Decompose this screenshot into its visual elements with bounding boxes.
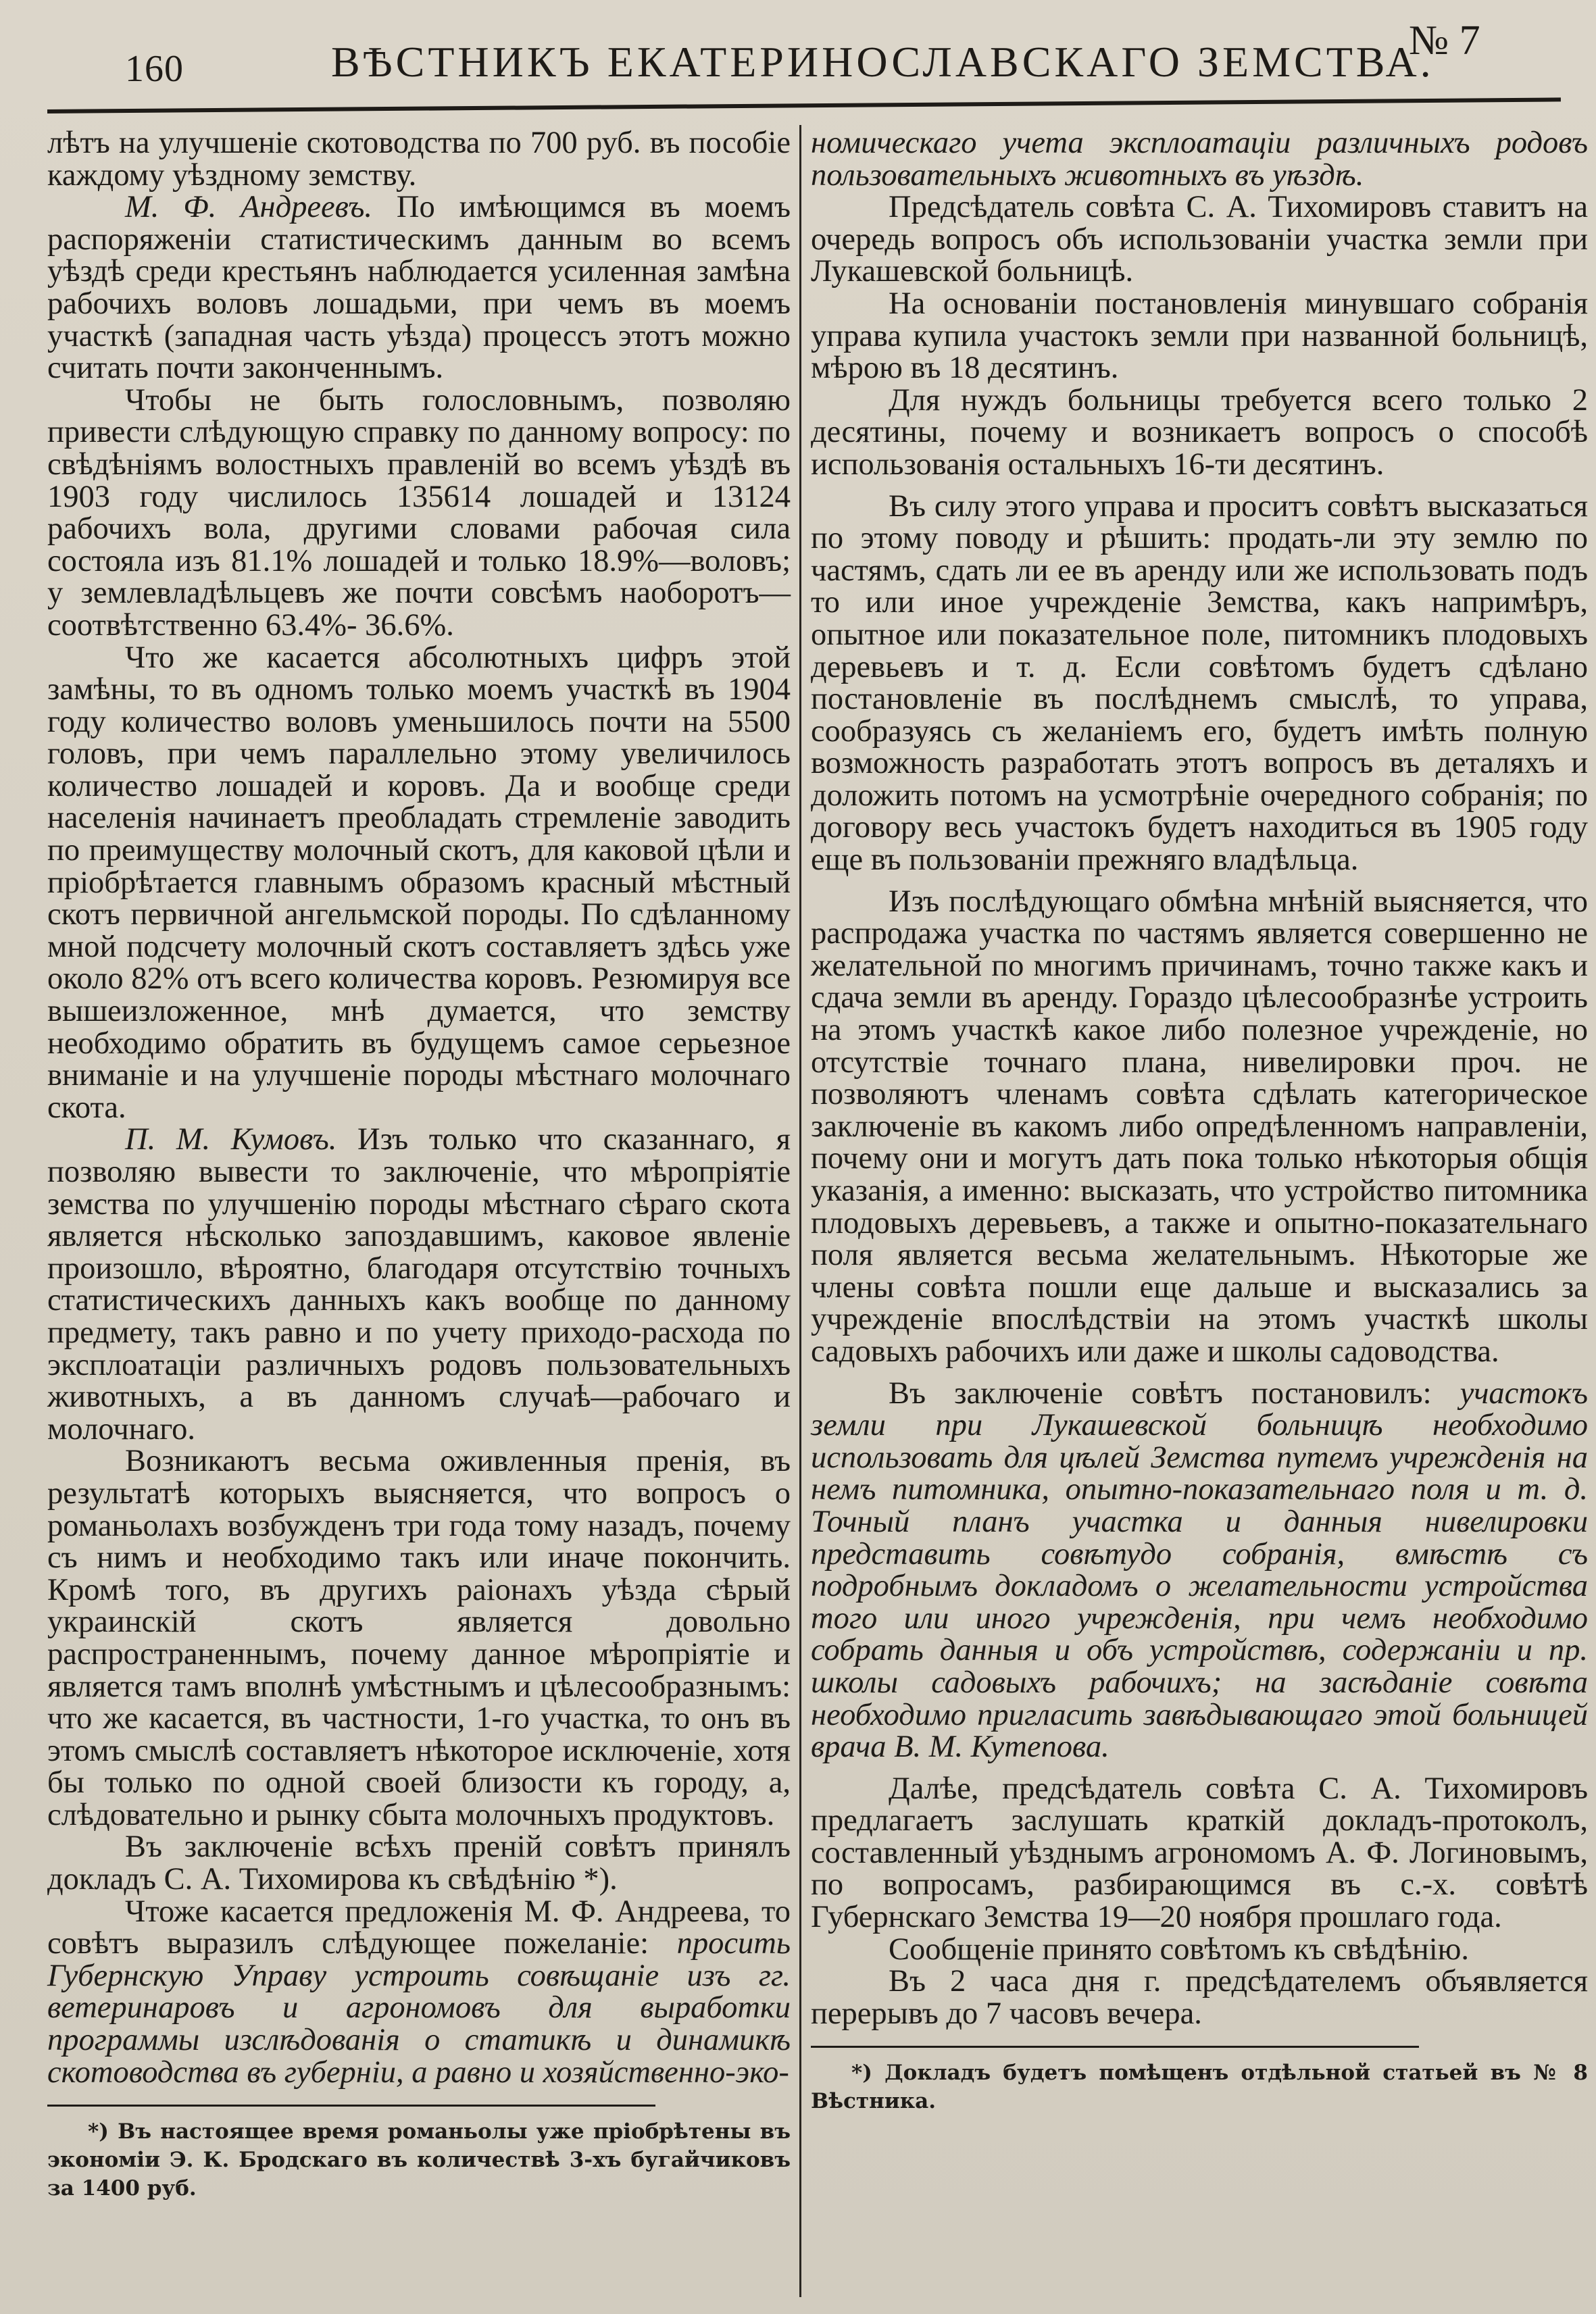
right-column	[811, 127, 1588, 2115]
right-paragraph-4: Для нуждъ больницы требуется всего только 2 десятины, почему и возникаетъ вопросъ о способѣ использованія остальныхъ 16-ти десятинъ.	[811, 382, 1588, 482]
right-paragraph-5: Въ силу этого управа и проситъ совѣтъ высказаться по этому поводу и рѣшить: продать-ли эту землю по частямъ, сдать ли ее въ аренду или же использовать подъ то или иное учрежденіе Земства, какъ напримѣръ, опытное или показательное поле, питомникъ плодовыхъ деревьевъ и т. д. Если совѣтомъ будетъ сдѣлано постановленіе въ послѣднемъ смыслѣ, то управа, сообразуясь съ желаніемъ его, будетъ имѣть полную возможность разработать этотъ вопросъ въ деталяхъ и доложить потомъ на усмотрѣніе очередного собранія; по договору весь участокъ будетъ находиться въ 1905 году еще въ пользованіи прежняго владѣльца.	[811, 488, 1588, 878]
left-column	[47, 127, 791, 2203]
right-paragraph-7	[811, 1378, 1588, 1763]
left-paragraph-5	[47, 1124, 791, 1445]
right-paragraph-1-italic: номическаго учета эксплоатаціи различныхъ родовъ пользовательныхъ животныхъ въ уѣздѣ.	[811, 126, 1588, 193]
column-divider	[799, 125, 801, 2297]
issue-number: № 7	[1409, 18, 1480, 64]
left-paragraph-6: Возникаютъ весьма оживленныя пренія, въ результатѣ которыхъ выясняется, что вопросъ о романьолахъ возбужденъ три года тому назадъ, почему съ нимъ и необходимо такъ или иначе покончить. Кромѣ того, въ другихъ раіонахъ уѣзда сѣрый украинскій скотъ является довольно распространеннымъ, почему данное мѣропріятіе и является тамъ вполнѣ умѣстнымъ и цѣлесообразнымъ: что же касается, въ частности, 1-го участка, то онъ въ этомъ смыслѣ составляетъ нѣкоторое исключеніе, хотя бы только по одной своей близости къ городу, а, слѣдовательно и рынку сбыта молочныхъ продуктовъ.	[47, 1444, 791, 1832]
left-paragraph-4: Что же касается абсолютныхъ цифръ этой замѣны, то въ одномъ только моемъ участкѣ въ 1904 году количество воловъ уменьшилось почти на 5500 головъ, при чемъ параллельно этому увеличилось количество лошадей и коровъ. Да и вообще среди населенія начинаетъ преобладать стремленіе заводить по преимуществу молочный скотъ, для каковой цѣли и пріобрѣтается главнымъ образомъ красный мѣстный скотъ первичной ангельмской породы. По сдѣланному мной подсчету молочный скотъ составляетъ здѣсь уже около 82% отъ всего количества коровъ. Резюмируя все вышеизложенное, мнѣ думается, что земству необходимо обратить въ будущемъ самое серьезное вниманіе и на улучшеніе породы мѣстнаго молочнаго скота.	[47, 640, 791, 1125]
left-footnote-rule	[47, 2105, 655, 2107]
right-paragraph-8: Далѣе, предсѣдатель совѣта С. А. Тихомировъ предлагаетъ заслушать краткій докладъ-протоколъ, составленный уѣзднымъ агрономомъ А. Ф. Логиновымъ, по вопросамъ, разбирающимся въ с.-х. совѣтѣ Губернскаго Земства 19—20 ноября прошлаго года.	[811, 1771, 1588, 1935]
right-footnote: *) Докладъ будетъ помѣщенъ отдѣльной статьей въ № 8 Вѣстника.	[811, 2061, 1588, 2114]
right-paragraph-2: Предсѣдатель совѣта С. А. Тихомировъ ставитъ на очередь вопросъ объ использованіи участка земли при Лукашевской больницѣ.	[811, 190, 1588, 289]
right-paragraph-1	[811, 127, 1588, 191]
right-paragraph-9: Сообщеніе принято совѣтомъ къ свѣдѣнію.	[889, 1932, 1470, 1967]
left-paragraph-8-text: Чтоже касается предложенія М. Ф. Андреева, то совѣтъ выразилъ слѣдующее пожеланіе:	[47, 1894, 791, 1961]
speaker-andreev: М. Ф. Андреевъ.	[125, 190, 372, 225]
right-paragraph-3: На основаніи постановленія минувшаго собранія управа купила участокъ земли при названной больницѣ, мѣрою въ 18 десятинъ.	[811, 286, 1588, 386]
left-paragraph-5-text: Изъ только что сказаннаго, я позволяю вывести то заключеніе, что мѣропріятіе земства по улучшенію породы мѣстнаго сѣраго скота является нѣсколько запоздавшимъ, каковое явленіе произошло, вѣроятно, благодаря отсутствію точныхъ статистическихъ данныхъ какъ вообще по данному предмету, такъ равно и по учету приходо-расхода по эксплоатаціи различныхъ родовъ пользовательныхъ животныхъ, а въ данномъ случаѣ—рабочаго и молочнаго.	[47, 1122, 791, 1447]
right-paragraph-6: Изъ послѣдующаго обмѣна мнѣній выясняется, что распродажа участка по частямъ является совершенно не желательной по многимъ причинамъ, точно также какъ и сдача земли въ аренду. Гораздо цѣлесообразнѣе устроить на этомъ участкѣ какое либо полезное учрежденіе, но отсутствіе точнаго плана, нивелировки проч. не позволяютъ членамъ совѣта сдѣлать категорическое заключеніе въ какомъ либо опредѣленномъ направленіи, почему они и могутъ дать пока только нѣкоторыя общія указанія, а именно: высказать, что устройство питомника плодовыхъ деревьевъ, а также и опытно-показательнаго поля является весьма желательнымъ. Нѣкоторые же члены совѣта пошли еще дальше и высказались за учрежденіе впослѣдствіи на этомъ участкѣ школы садовыхъ рабочихъ или даже и школы садоводства.	[811, 884, 1588, 1369]
left-paragraph-8-resolution: просить Губернскую Управу устроить совѣщаніе изъ гг. ветеринаровъ и агрономовъ для выработки программы изслѣдованія о статикѣ и динамикѣ скотоводства въ губерніи, а равно и хозяйственно-эко-	[47, 1926, 791, 2090]
left-footnote: *) Въ настоящее время романьолы уже пріобрѣтены въ экономіи Э. К. Бродскаго въ количествѣ 3-хъ бугайчиковъ за 1400 руб.	[47, 2119, 791, 2201]
left-paragraph-7: Въ заключеніе всѣхъ преній совѣтъ принялъ докладъ С. А. Тихомирова къ свѣдѣнію *).	[47, 1830, 791, 1897]
left-paragraph-8	[47, 1896, 791, 2089]
right-footnote-rule	[811, 2046, 1419, 2048]
left-paragraph-1: лѣтъ на улучшеніе скотоводства по 700 руб. въ пособіе каждому уѣздному земству.	[47, 126, 791, 193]
right-paragraph-7-text: Въ заключеніе совѣтъ постановилъ:	[889, 1376, 1460, 1411]
left-paragraph-2-text: По имѣющимся въ моемъ распоряженіи статистическимъ данным во всемъ уѣздѣ среди крестьянъ наблюдается усиленная замѣна рабочихъ воловъ лошадьми, при чемъ въ моемъ участкѣ (западная часть уѣзда) процессъ этотъ можно считать почти законченнымъ.	[47, 190, 791, 386]
right-paragraph-7-resolution: участокъ земли при Лукашевской больницѣ необходимо использовать для цѣлей Земства путемъ учрежденія на немъ питомника, опытно-показательнаго поля и т. д. Точный планъ участка и данныя нивелировки представить совѣтудо собранія, вмѣстѣ съ подробнымъ докладомъ о желательности устройства того или иного учрежденія, при чемъ необходимо собрать данныя и объ устройствѣ, содержаніи и пр. школы садовыхъ рабочихъ; на засѣданіе совѣта необходимо пригласить завѣдывающаго этой больницей врача В. М. Кутепова.	[811, 1376, 1588, 1765]
page-number: 160	[125, 48, 184, 90]
left-paragraph-2	[47, 191, 791, 384]
right-paragraph-10: Въ 2 часа дня г. предсѣдателемъ объявляется перерывъ до 7 часовъ вечера.	[811, 1964, 1588, 2031]
speaker-kumov: П. М. Кумовъ.	[125, 1122, 337, 1157]
journal-title: ВѢСТНИКЪ ЕКАТЕРИНОСЛАВСКАГО ЗЕМСТВА.	[331, 38, 1435, 86]
left-paragraph-3: Чтобы не быть голословнымъ, позволяю привести слѣдующую справку по данному вопросу: по свѣдѣніямъ волостныхъ правленій во всемъ уѣздѣ въ 1903 году числилось 135614 лошадей и 13124 рабочихъ вола, другими словами рабочая сила состояла изъ 81.1% лошадей и только 18.9%—воловъ; у землевладѣльцевъ же почти совсѣмъ наоборотъ—соотвѣтственно 63.4%- 36.6%.	[47, 382, 791, 643]
